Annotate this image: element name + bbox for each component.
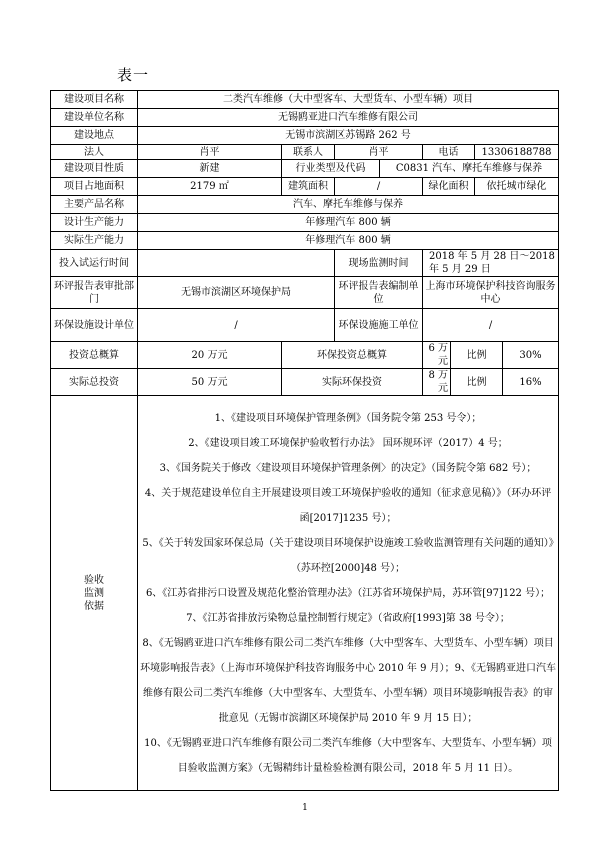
label-budget-ratio: 比例: [451, 342, 503, 369]
value-actual-env: 8 万元: [423, 369, 451, 396]
label-facility-design: 环保设施设计单位: [51, 309, 138, 342]
value-facility-design: /: [138, 309, 335, 342]
value-budget: 20 万元: [138, 342, 282, 369]
value-contact: 肖平: [335, 145, 423, 160]
label-location: 建设地点: [51, 127, 138, 145]
label-actual-invest: 实际总投资: [51, 369, 138, 396]
label-green: 绿化面积: [423, 178, 475, 196]
label-eia-approval: 环评报告表审批部门: [51, 277, 138, 309]
value-actual-invest: 50 万元: [138, 369, 282, 396]
row-contact: [51, 145, 559, 160]
label-eia-compile: 环评报告表编制单位: [335, 277, 423, 309]
value-design-capacity: 年修理汽车 800 辆: [138, 214, 559, 232]
basis-item-3: 3、《国务院关于修改〈建设项目环境保护管理条例〉的决定》（国务院令第 682 号）；: [159, 462, 537, 474]
value-legal: 肖平: [138, 145, 282, 160]
value-project-name: 二类汽车维修（大中型客车、大型货车、小型车辆）项目: [138, 91, 559, 109]
row-budget: [51, 342, 559, 369]
label-trial: 投入试运行时间: [51, 250, 138, 277]
value-industry: C0831 汽车、摩托车维修与保养: [380, 160, 559, 178]
label-nature: 建设项目性质: [51, 160, 138, 178]
label-building: 建筑面积: [282, 178, 335, 196]
label-actual-env: 实际环保投资: [282, 369, 423, 396]
basis-item-6: 6、《江苏省排污口设置及规范化整治管理办法》（江苏省环境保护局，苏环管[97]122 号）；: [145, 587, 551, 599]
basis-list: [138, 396, 559, 791]
label-industry: 行业类型及代码: [282, 160, 380, 178]
row-actual-invest: [51, 369, 559, 396]
value-facility-construct: /: [423, 309, 559, 342]
row-facility: [51, 309, 559, 342]
value-building: /: [335, 178, 423, 196]
value-company: 无锡鸥亚进口汽车维修有限公司: [138, 109, 559, 127]
value-budget-ratio: 30%: [503, 342, 559, 369]
basis-item-1: 1、《建设项目环境保护管理条例》（国务院令第 253 号令）；: [214, 412, 482, 424]
row-product: [51, 196, 559, 214]
label-actual-ratio: 比例: [451, 369, 503, 396]
basis-item-4: 4、关于规范建设单位自主开展建设项目竣工环境保护验收的通知（征求意见稿）》（环办环评函[2017]1235 号）；: [144, 487, 552, 524]
value-location: 无锡市滨湖区苏锡路 262 号: [138, 127, 559, 145]
label-area: 项目占地面积: [51, 178, 138, 196]
row-eia: [51, 277, 559, 309]
label-contact: 联系人: [282, 145, 335, 160]
label-product: 主要产品名称: [51, 196, 138, 214]
label-design-capacity: 设计生产能力: [51, 214, 138, 232]
row-company: [51, 109, 559, 127]
page-title: 表一: [117, 66, 150, 84]
label-phone: 电话: [423, 145, 475, 160]
row-actual-capacity: [51, 232, 559, 250]
label-actual-capacity: 实际生产能力: [51, 232, 138, 250]
value-nature: 新建: [138, 160, 282, 178]
value-phone: 13306188788: [475, 145, 559, 160]
value-actual-capacity: 年修理汽车 800 辆: [138, 232, 559, 250]
row-nature: [51, 160, 559, 178]
basis-item-7: 7、《江苏省排放污染物总量控制暂行规定》（省政府[1993]第 38 号令）；: [186, 612, 510, 624]
value-area: 2179 ㎡: [138, 178, 282, 196]
row-basis: [51, 396, 559, 791]
value-eia-compile: 上海市环境保护科技咨询服务中心: [423, 277, 559, 309]
row-trial: [51, 250, 559, 277]
value-eia-approval: 无锡市滨湖区环境保护局: [138, 277, 335, 309]
label-budget: 投资总概算: [51, 342, 138, 369]
basis-label-text: 验收 监测 依据: [84, 574, 104, 612]
value-trial: [138, 250, 335, 277]
project-info-table: [50, 90, 559, 791]
label-monitor-time: 现场监测时间: [335, 250, 423, 277]
basis-item-8: 8、《无锡鸥亚进口汽车维修有限公司二类汽车维修（大中型客车、大型货车、小型车辆）项目环境影响报告表》（上海市环境保护科技咨询服务中心 2010 年 9 月）；9、《无锡鸥亚进口汽车维修有限公司二类汽车维修（大中型客车、大型货车、小型车辆）项目环境影响报告表》的审批意见（无锡市滨湖区环境保护局 2010 年 9 月 15 日）；: [140, 637, 556, 724]
value-monitor-time: 2018 年 5 月 28 日～2018 年 5 月 29 日: [423, 250, 559, 277]
label-company: 建设单位名称: [51, 109, 138, 127]
row-location: [51, 127, 559, 145]
basis-item-10: 10、《无锡鸥亚进口汽车维修有限公司二类汽车维修（大中型客车、大型货车、小型车辆）项目验收监测方案》（无锡精纬计量检验检测有限公司，2018 年 5 月 11 日）。: [144, 737, 552, 774]
page-number: 1: [302, 803, 308, 813]
label-facility-construct: 环保设施施工单位: [335, 309, 423, 342]
row-project-name: [51, 91, 559, 109]
value-green: 依托城市绿化: [475, 178, 559, 196]
row-design-capacity: [51, 214, 559, 232]
value-product: 汽车、摩托车维修与保养: [138, 196, 559, 214]
row-area: [51, 178, 559, 196]
basis-item-5: 5、《关于转发国家环保总局（关于建设项目环境保护设施竣工验收监测管理有关问题的通知）》（苏环控[2000]48 号）；: [142, 537, 554, 574]
label-legal: 法人: [51, 145, 138, 160]
value-actual-ratio: 16%: [503, 369, 559, 396]
label-env-budget: 环保投资总概算: [282, 342, 423, 369]
label-basis: [51, 396, 138, 791]
value-env-budget: 6 万元: [423, 342, 451, 369]
label-project-name: 建设项目名称: [51, 91, 138, 109]
basis-item-2: 2、《建设项目竣工环境保护验收暂行办法》 国环规环评（2017）4 号；: [188, 437, 508, 449]
